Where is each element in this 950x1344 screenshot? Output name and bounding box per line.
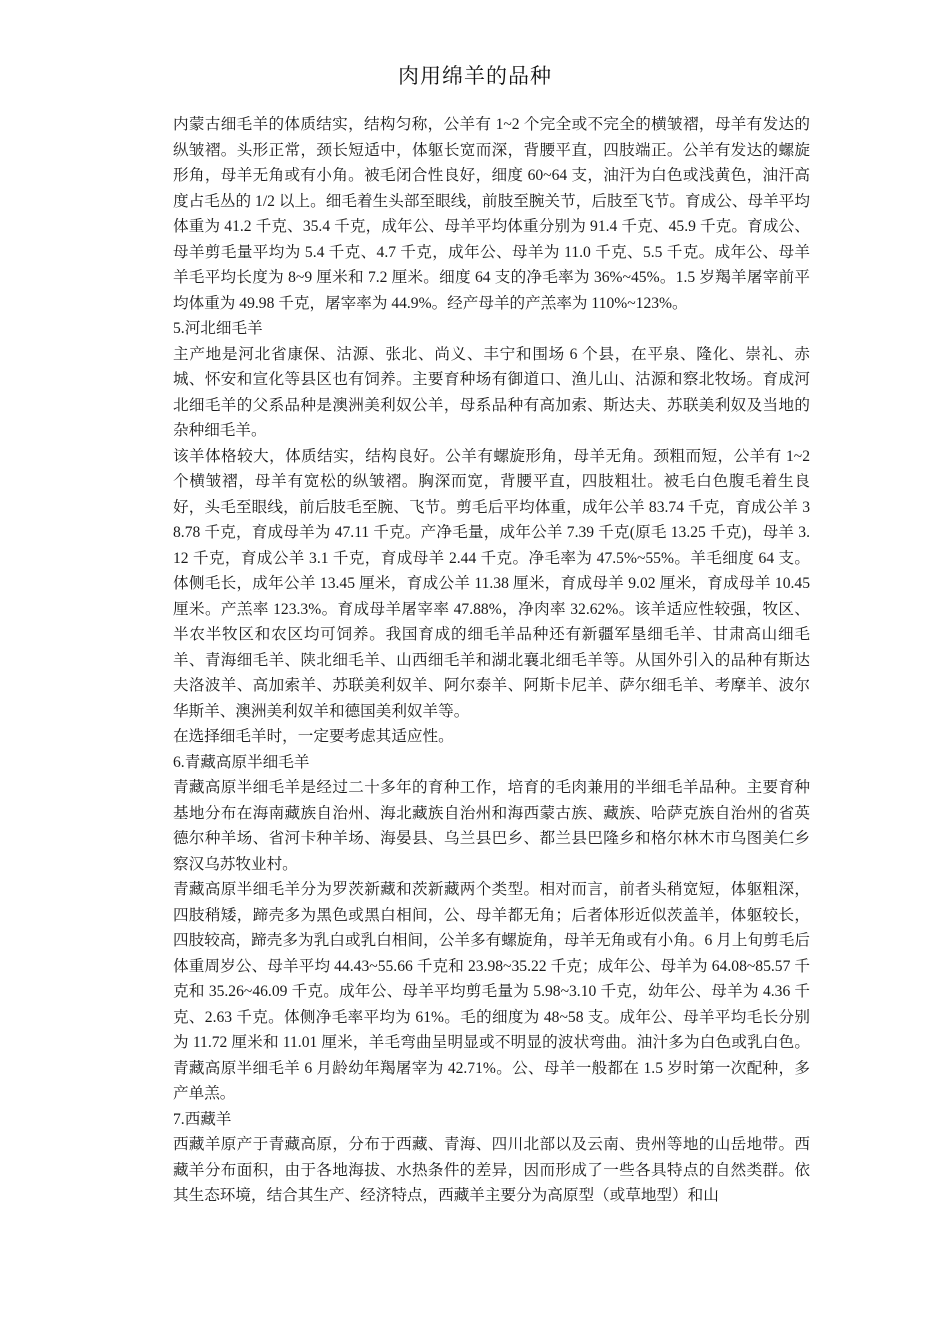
document-body <box>173 112 810 1209</box>
page-title: 肉用绵羊的品种 <box>398 64 552 88</box>
section-heading: 5.河北细毛羊 <box>173 320 263 337</box>
paragraph: 内蒙古细毛羊的体质结实，结构匀称，公羊有 1~2 个完全或不完全的横皱褶，母羊有发达的纵皱褶。头形正常，颈长短适中，体躯长宽而深，背腰平直，四肢端正。公羊有发达的螺旋形角，母羊无角或有小角。被毛闭合性良好，细度 60~64 支，油汗为白色或浅黄色，油汗高度占毛丛的 1/2 以上。细毛着生头部至眼线，前肢至腕关节，后肢至飞节。育成公、母羊平均体重为 41.2 千克、35.4 千克，成年公、母羊平均体重分别为 91.4 千克、45.9 千克。育成公、母羊剪毛量平均为 5.4 千克、4.7 千克，成年公、母羊为 11.0 千克、5.5 千克。成年公、母羊羊毛平均长度为 8~9 厘米和 7.2 厘米。细度 64 支的净毛率为 36%~45%。1.5 岁羯羊屠宰前平均体重为 49.98 千克，屠宰率为 44.9%。经产母羊的产羔率为 110%~123%。 <box>173 116 810 312</box>
paragraph: 西藏羊原产于青藏高原，分布于西藏、青海、四川北部以及云南、贵州等地的山岳地带。西藏羊分布面积，由于各地海拔、水热条件的差异，因而形成了一些各具特点的自然类群。依其生态环境，结合其生产、经济特点，西藏羊主要分为高原型（或草地型）和山 <box>173 1136 810 1204</box>
paragraph: 该羊体格较大，体质结实，结构良好。公羊有螺旋形角，母羊无角。颈粗而短，公羊有 1~2 个横皱褶，母羊有宽松的纵皱褶。胸深而宽，背腰平直，四肢粗壮。被毛白色腹毛着生良好，头毛至眼线，前后肢毛至腕、飞节。剪毛后平均体重，成年公羊 83.74 千克，育成公羊 38.78 千克，育成母羊为 47.11 千克。产净毛量，成年公羊 7.39 千克(原毛 13.25 千克)，母羊 3.12 千克，育成公羊 3.1 千克，育成母羊 2.44 千克。净毛率为 47.5%~55%。羊毛细度 64 支。体侧毛长，成年公羊 13.45 厘米，育成公羊 11.38 厘米，育成母羊 9.02 厘米，育成母羊 10.45 厘米。产羔率 123.3%。育成母羊屠宰率 47.88%，净肉率 32.62%。该羊适应性较强，牧区、半农半牧区和农区均可饲养。我国育成的细毛羊品种还有新疆军垦细毛羊、甘肃高山细毛羊、青海细毛羊、陕北细毛羊、山西细毛羊和湖北襄北细毛羊等。从国外引入的品种有斯达夫洛波羊、高加索羊、苏联美利奴羊、阿尔泰羊、阿斯卡尼羊、萨尔细毛羊、考摩羊、波尔华斯羊、澳洲美利奴羊和德国美利奴羊等。 <box>173 447 810 720</box>
paragraph: 青藏高原半细毛羊分为罗茨新藏和茨新藏两个类型。相对而言，前者头稍宽短，体躯粗深，四肢稍矮，蹄壳多为黑色或黑白相间，公、母羊都无角；后者体形近似茨盖羊，体躯较长，四肢较高，蹄壳多为乳白或乳白相间，公羊多有螺旋角，母羊无角或有小角。6 月上旬剪毛后体重周岁公、母羊平均 44.43~55.66 千克和 23.98~35.22 千克；成年公、母羊为 64.08~85.57 千克和 35.26~46.09 千克。成年公、母羊平均剪毛量为 5.98~3.10 千克，幼年公、母羊为 4.36 千克、2.63 千克。体侧净毛率平均为 61%。毛的细度为 48~58 支。成年公、母羊平均毛长分别为 11.72 厘米和 11.01 厘米，羊毛弯曲呈明显或不明显的波状弯曲。油汁多为白色或乳白色。青藏高原半细毛羊 6 月龄幼年羯屠宰为 42.71%。公、母羊一般都在 1.5 岁时第一次配种，多产单羔。 <box>173 881 810 1102</box>
section-heading: 7.西藏羊 <box>173 1110 232 1128</box>
paragraph: 主产地是河北省康保、沽源、张北、尚义、丰宁和围场 6 个县，在平泉、隆化、崇礼、赤城、怀安和宣化等县区也有饲养。主要育种场有御道口、渔儿山、沽源和察北牧场。育成河北细毛羊的父系品种是澳洲美利奴公羊，母系品种有高加索、斯达夫、苏联美利奴及当地的杂种细毛羊。 <box>173 345 810 439</box>
paragraph: 青藏高原半细毛羊是经过二十多年的育种工作，培育的毛肉兼用的半细毛羊品种。主要育种基地分布在海南藏族自治州、海北藏族自治州和海西蒙古族、藏族、哈萨克族自治州的省英德尔种羊场、省河卡种羊场、海晏县、乌兰县巴乡、都兰县巴隆乡和格尔林木市乌图美仁乡察汉乌苏牧业村。 <box>173 779 810 873</box>
paragraph: 在选择细毛羊时，一定要考虑其适应性。 <box>173 728 454 745</box>
section-heading: 6.青藏高原半细毛羊 <box>173 753 310 771</box>
